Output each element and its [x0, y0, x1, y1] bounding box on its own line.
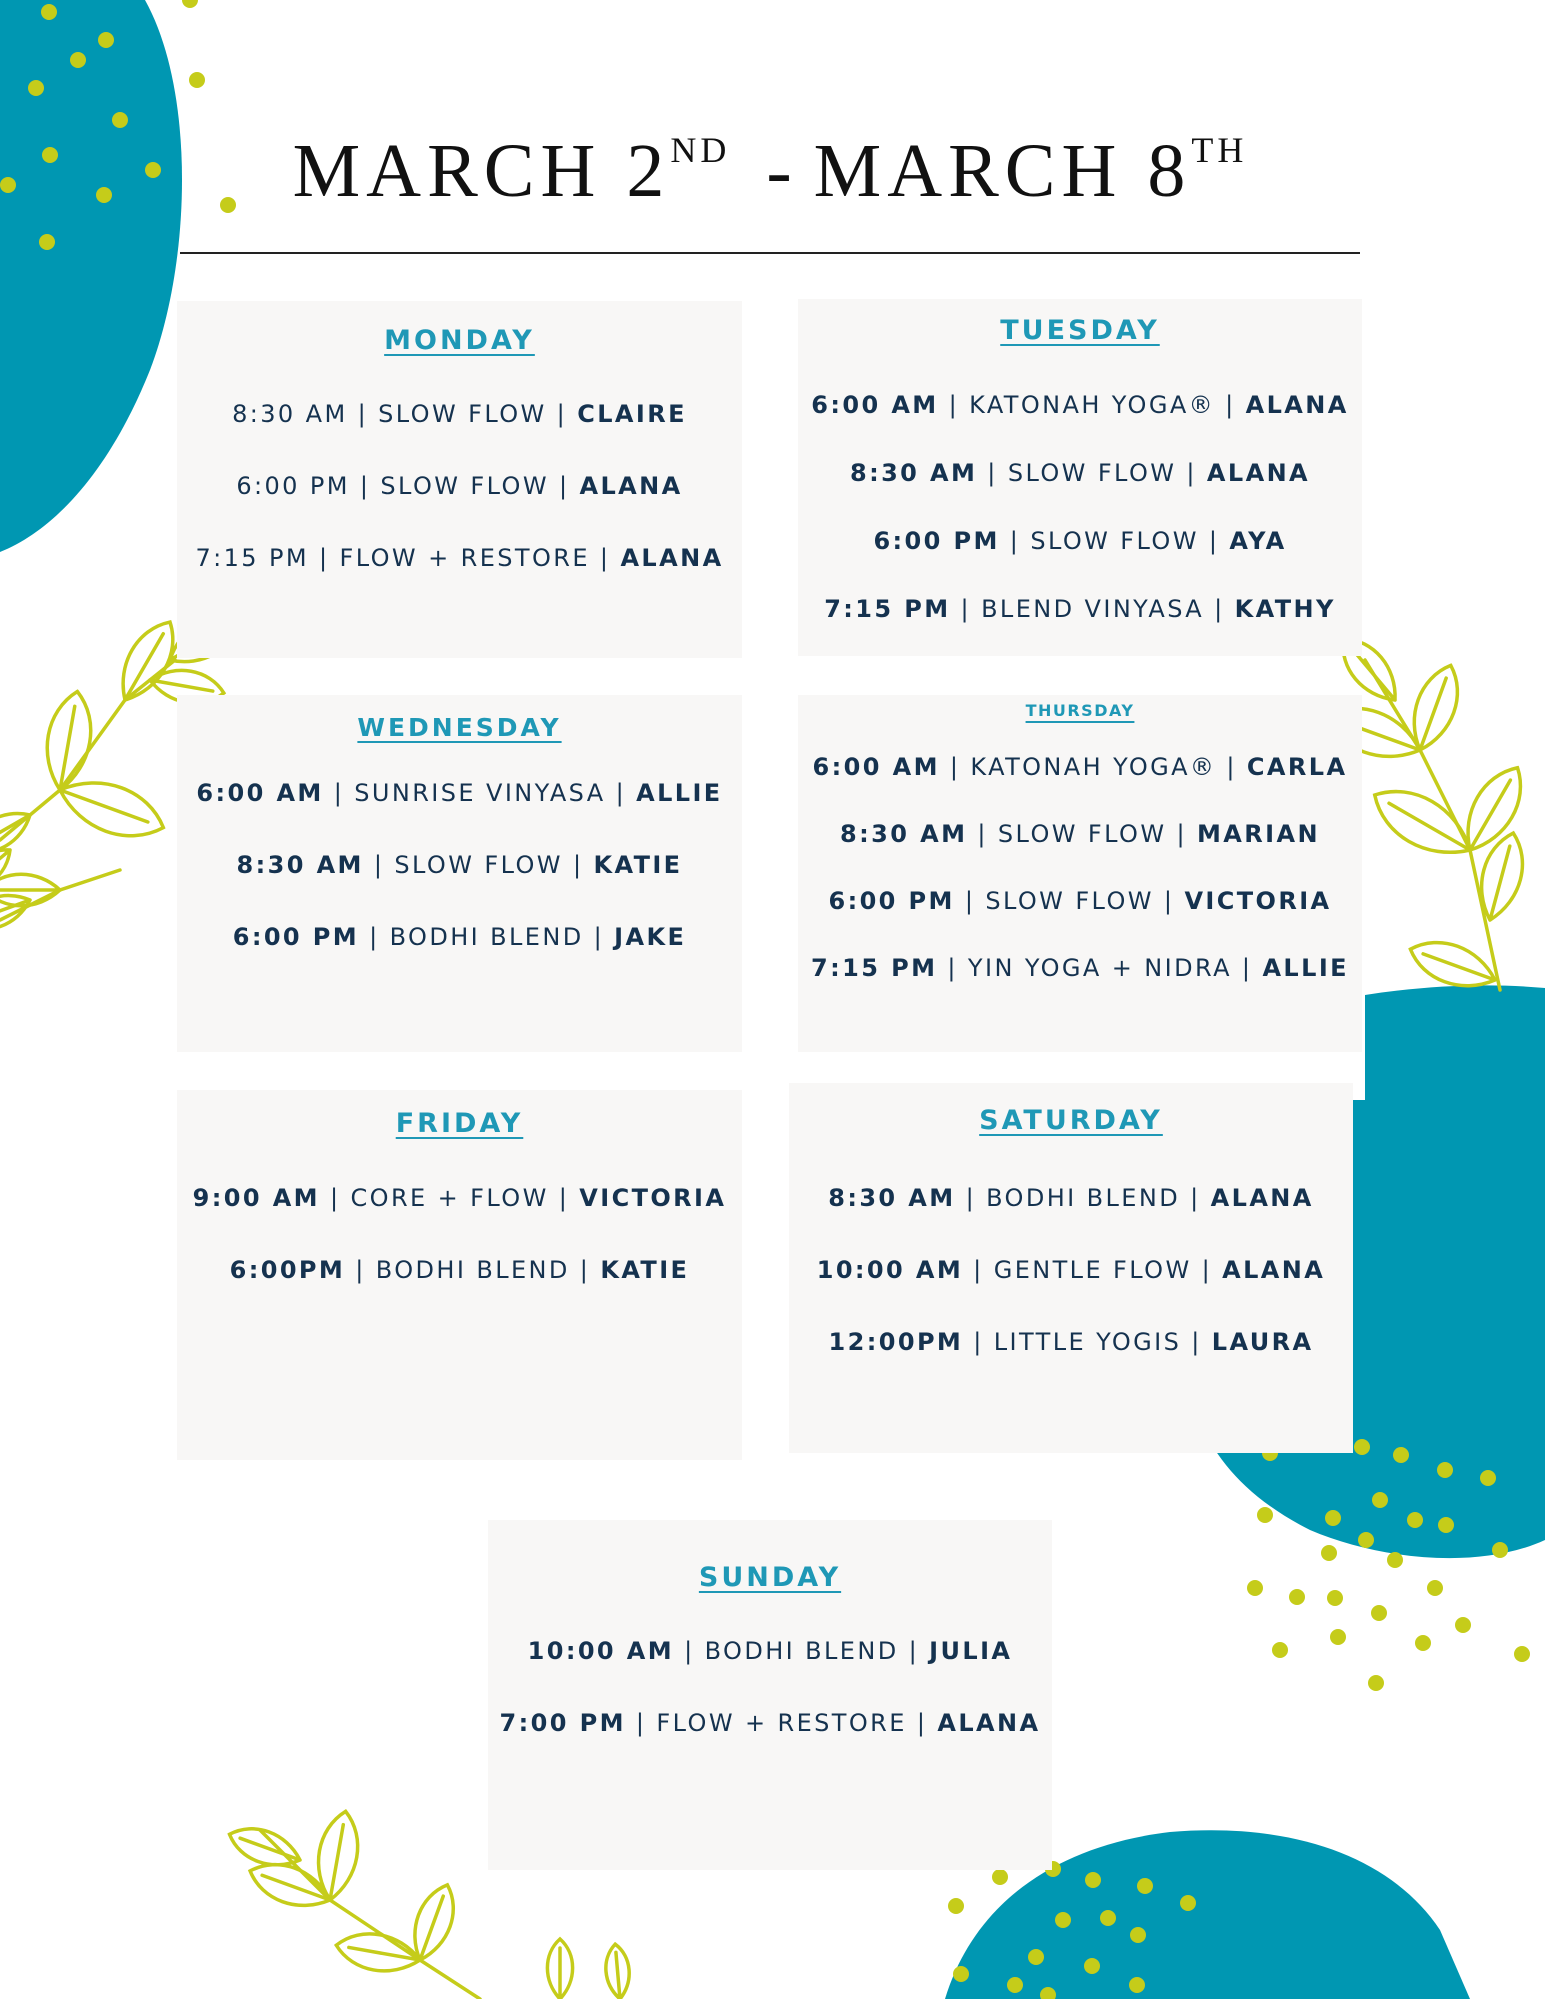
class-time: 6:00PM: [229, 1256, 346, 1284]
class-instructor: JAKE: [614, 923, 687, 951]
class-instructor: ALANA: [1245, 391, 1349, 419]
class-name: LITTLE YOGIS: [993, 1328, 1182, 1356]
class-row: 8:30 AM | BODHI BLEND | ALANA: [828, 1184, 1314, 1212]
schedule-card-wednesday: [177, 695, 742, 1052]
class-instructor: CARLA: [1246, 753, 1348, 781]
class-name: YIN YOGA + NIDRA: [967, 954, 1232, 982]
class-time: 7:15 PM: [811, 954, 938, 982]
class-name: BODHI BLEND: [704, 1637, 899, 1665]
class-time: 8:30 AM: [828, 1184, 956, 1212]
class-name: SUNRISE VINYASA: [354, 779, 606, 807]
class-instructor: ALANA: [579, 472, 683, 500]
class-row: 8:30 AM | SLOW FLOW | CLAIRE: [232, 400, 687, 428]
class-time: 7:00 PM: [499, 1709, 626, 1737]
class-name: BODHI BLEND: [986, 1184, 1181, 1212]
class-name: SLOW FLOW: [1007, 459, 1177, 487]
title-divider: [180, 252, 1360, 254]
day-heading-monday: MONDAY: [384, 325, 535, 356]
class-time: 6:00 PM: [873, 527, 1000, 555]
date-separator: -: [766, 129, 798, 213]
class-name: SLOW FLOW: [985, 887, 1154, 915]
class-time: 9:00 AM: [192, 1184, 320, 1212]
schedule-card-thursday: [798, 695, 1362, 1052]
class-name: BODHI BLEND: [375, 1256, 570, 1284]
class-instructor: ALANA: [937, 1709, 1041, 1737]
class-name: FLOW + RESTORE: [656, 1709, 907, 1737]
end-date-suffix: TH: [1191, 130, 1248, 170]
class-name: KATONAH YOGA®: [969, 391, 1216, 419]
class-row: 6:00 AM | SUNRISE VINYASA | ALLIE: [196, 779, 723, 807]
class-name: SLOW FLOW: [378, 400, 547, 428]
class-row: 7:15 PM | FLOW + RESTORE | ALANA: [195, 544, 724, 572]
class-time: 8:30 AM: [232, 400, 348, 428]
class-instructor: VICTORIA: [1184, 887, 1332, 915]
class-time: 6:00 PM: [236, 472, 350, 500]
class-time: 8:30 AM: [236, 851, 364, 879]
schedule-card-friday: [177, 1090, 742, 1460]
class-instructor: JULIA: [929, 1637, 1013, 1665]
day-heading-thursday: THURSDAY: [1025, 701, 1135, 720]
class-row: 10:00 AM | GENTLE FLOW | ALANA: [816, 1256, 1326, 1284]
class-instructor: ALANA: [620, 544, 724, 572]
class-instructor: CLAIRE: [577, 400, 687, 428]
class-time: 12:00PM: [828, 1328, 964, 1356]
class-instructor: ALANA: [1206, 459, 1311, 487]
class-row: 6:00 AM | KATONAH YOGA® | ALANA: [811, 391, 1349, 419]
class-time: 7:15 PM: [824, 595, 951, 623]
class-name: BLEND VINYASA: [981, 595, 1205, 623]
class-instructor: LAURA: [1211, 1328, 1314, 1356]
class-row: 9:00 AM | CORE + FLOW | VICTORIA: [192, 1184, 727, 1212]
class-time: 6:00 PM: [828, 887, 955, 915]
class-time: 7:15 PM: [195, 544, 309, 572]
class-row: 6:00 PM | SLOW FLOW | VICTORIA: [828, 887, 1332, 915]
class-row: 7:15 PM | BLEND VINYASA | KATHY: [824, 595, 1336, 623]
class-instructor: KATIE: [593, 851, 683, 879]
class-name: GENTLE FLOW: [993, 1256, 1192, 1284]
class-row: 8:30 AM | SLOW FLOW | MARIAN: [840, 820, 1320, 848]
class-name: SLOW FLOW: [394, 851, 563, 879]
day-heading-sunday: SUNDAY: [698, 1562, 842, 1593]
schedule-card-sunday: [488, 1520, 1052, 1870]
class-row: 6:00 AM | KATONAH YOGA® | CARLA: [812, 753, 1348, 781]
class-row: 8:30 AM | SLOW FLOW | ALANA: [849, 459, 1311, 487]
class-instructor: AYA: [1229, 527, 1287, 555]
class-instructor: ALANA: [1210, 1184, 1314, 1212]
class-time: 6:00 AM: [811, 391, 939, 419]
day-heading-saturday: SATURDAY: [979, 1105, 1163, 1136]
class-time: 10:00 AM: [527, 1637, 675, 1665]
class-row: 7:00 PM | FLOW + RESTORE | ALANA: [499, 1709, 1041, 1737]
class-instructor: VICTORIA: [579, 1184, 727, 1212]
class-instructor: ALANA: [1222, 1256, 1326, 1284]
class-instructor: KATIE: [600, 1256, 690, 1284]
class-instructor: ALLIE: [636, 779, 723, 807]
start-date-suffix: ND: [670, 130, 731, 170]
class-name: SLOW FLOW: [380, 472, 549, 500]
schedule-card-monday: [177, 301, 742, 658]
class-name: KATONAH YOGA®: [970, 753, 1217, 781]
class-time: 6:00 AM: [812, 753, 940, 781]
class-time: 6:00 PM: [232, 923, 360, 951]
class-name: SLOW FLOW: [997, 820, 1167, 848]
day-heading-tuesday: TUESDAY: [1000, 315, 1160, 346]
day-heading-wednesday: WEDNESDAY: [357, 713, 562, 742]
day-heading-friday: FRIDAY: [395, 1108, 524, 1139]
class-row: 10:00 AM | BODHI BLEND | JULIA: [527, 1637, 1013, 1665]
class-time: 6:00 AM: [196, 779, 324, 807]
page-title: [180, 128, 1360, 215]
class-name: CORE + FLOW: [350, 1184, 549, 1212]
class-row: 6:00 PM | SLOW FLOW | AYA: [873, 527, 1287, 555]
class-name: BODHI BLEND: [389, 923, 584, 951]
class-instructor: KATHY: [1234, 595, 1336, 623]
class-name: FLOW + RESTORE: [339, 544, 590, 572]
class-row: 6:00 PM | BODHI BLEND | JAKE: [232, 923, 687, 951]
class-name: SLOW FLOW: [1030, 527, 1199, 555]
class-instructor: MARIAN: [1197, 820, 1320, 848]
class-row: 7:15 PM | YIN YOGA + NIDRA | ALLIE: [811, 954, 1349, 982]
class-row: 12:00PM | LITTLE YOGIS | LAURA: [828, 1328, 1314, 1356]
end-date: MARCH 8: [813, 129, 1192, 213]
start-date: MARCH 2: [292, 129, 671, 213]
class-time: 8:30 AM: [849, 459, 978, 487]
class-row: 6:00 PM | SLOW FLOW | ALANA: [236, 472, 683, 500]
class-row: 8:30 AM | SLOW FLOW | KATIE: [236, 851, 683, 879]
class-time: 10:00 AM: [816, 1256, 964, 1284]
class-instructor: ALLIE: [1262, 954, 1349, 982]
class-time: 8:30 AM: [840, 820, 968, 848]
schedule-card-saturday: [789, 1083, 1353, 1453]
class-row: 6:00PM | BODHI BLEND | KATIE: [229, 1256, 690, 1284]
schedule-card-tuesday: [798, 299, 1362, 656]
